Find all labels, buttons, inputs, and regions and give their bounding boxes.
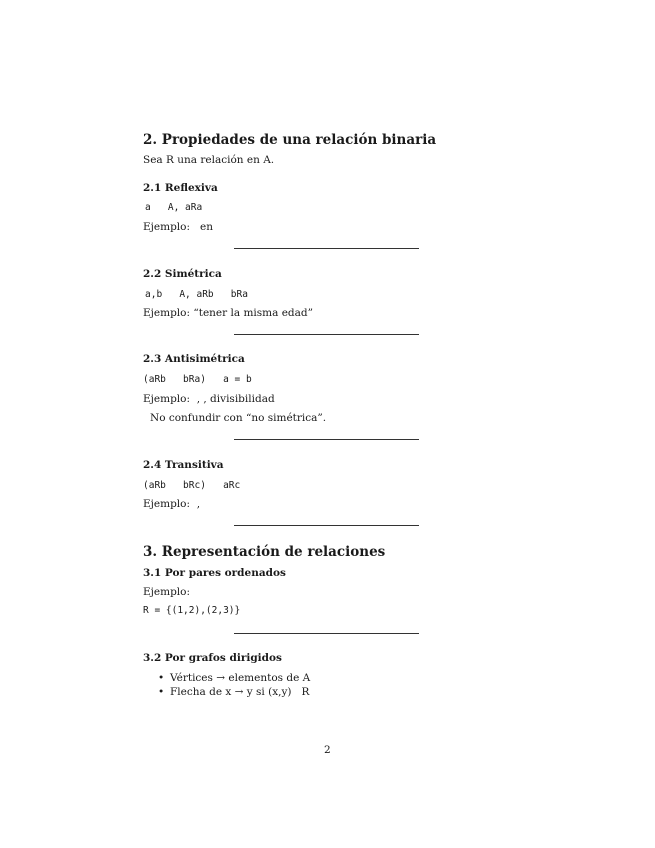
- simetrica-example: Ejemplo: “tener la misma edad”: [143, 307, 313, 319]
- transitiva-example: Ejemplo: ,: [143, 498, 201, 510]
- antisimetrica-title: 2.3 Antisimétrica: [143, 353, 245, 365]
- reflexiva-title: 2.1 Reflexiva: [143, 182, 218, 194]
- simetrica-formula: a,b A, aRb bRa: [145, 289, 248, 300]
- divider: [234, 334, 419, 335]
- pares-example: Ejemplo:: [143, 586, 191, 598]
- divider: [234, 633, 419, 634]
- page-number: 2: [324, 744, 331, 756]
- section-2-intro: Sea R una relación en A.: [143, 154, 275, 166]
- simetrica-title: 2.2 Simétrica: [143, 268, 222, 280]
- pares-title: 3.1 Por pares ordenados: [143, 567, 286, 579]
- bullet-icon: •: [158, 672, 165, 684]
- antisimetrica-example: Ejemplo: , , divisibilidad: [143, 393, 275, 405]
- antisimetrica-formula: (aRb bRa) a = b: [143, 374, 252, 385]
- section-2-title: 2. Propiedades de una relación binaria: [143, 132, 437, 148]
- divider: [234, 248, 419, 249]
- divider: [234, 525, 419, 526]
- section-3-title: 3. Representación de relaciones: [143, 544, 386, 560]
- pares-formula: R = {(1,2),(2,3)}: [143, 605, 241, 616]
- divider: [234, 439, 419, 440]
- reflexiva-example: Ejemplo: en: [143, 221, 214, 233]
- transitiva-formula: (aRb bRc) aRc: [143, 480, 241, 491]
- antisimetrica-note: No confundir con “no simétrica”.: [150, 412, 327, 424]
- bullet-icon: •: [158, 686, 165, 698]
- list-item: Flecha de x → y si (x,y) R: [170, 686, 310, 698]
- transitiva-title: 2.4 Transitiva: [143, 459, 224, 471]
- reflexiva-formula: a A, aRa: [145, 202, 203, 213]
- list-item: Vértices → elementos de A: [170, 672, 311, 684]
- grafos-title: 3.2 Por grafos dirigidos: [143, 652, 282, 664]
